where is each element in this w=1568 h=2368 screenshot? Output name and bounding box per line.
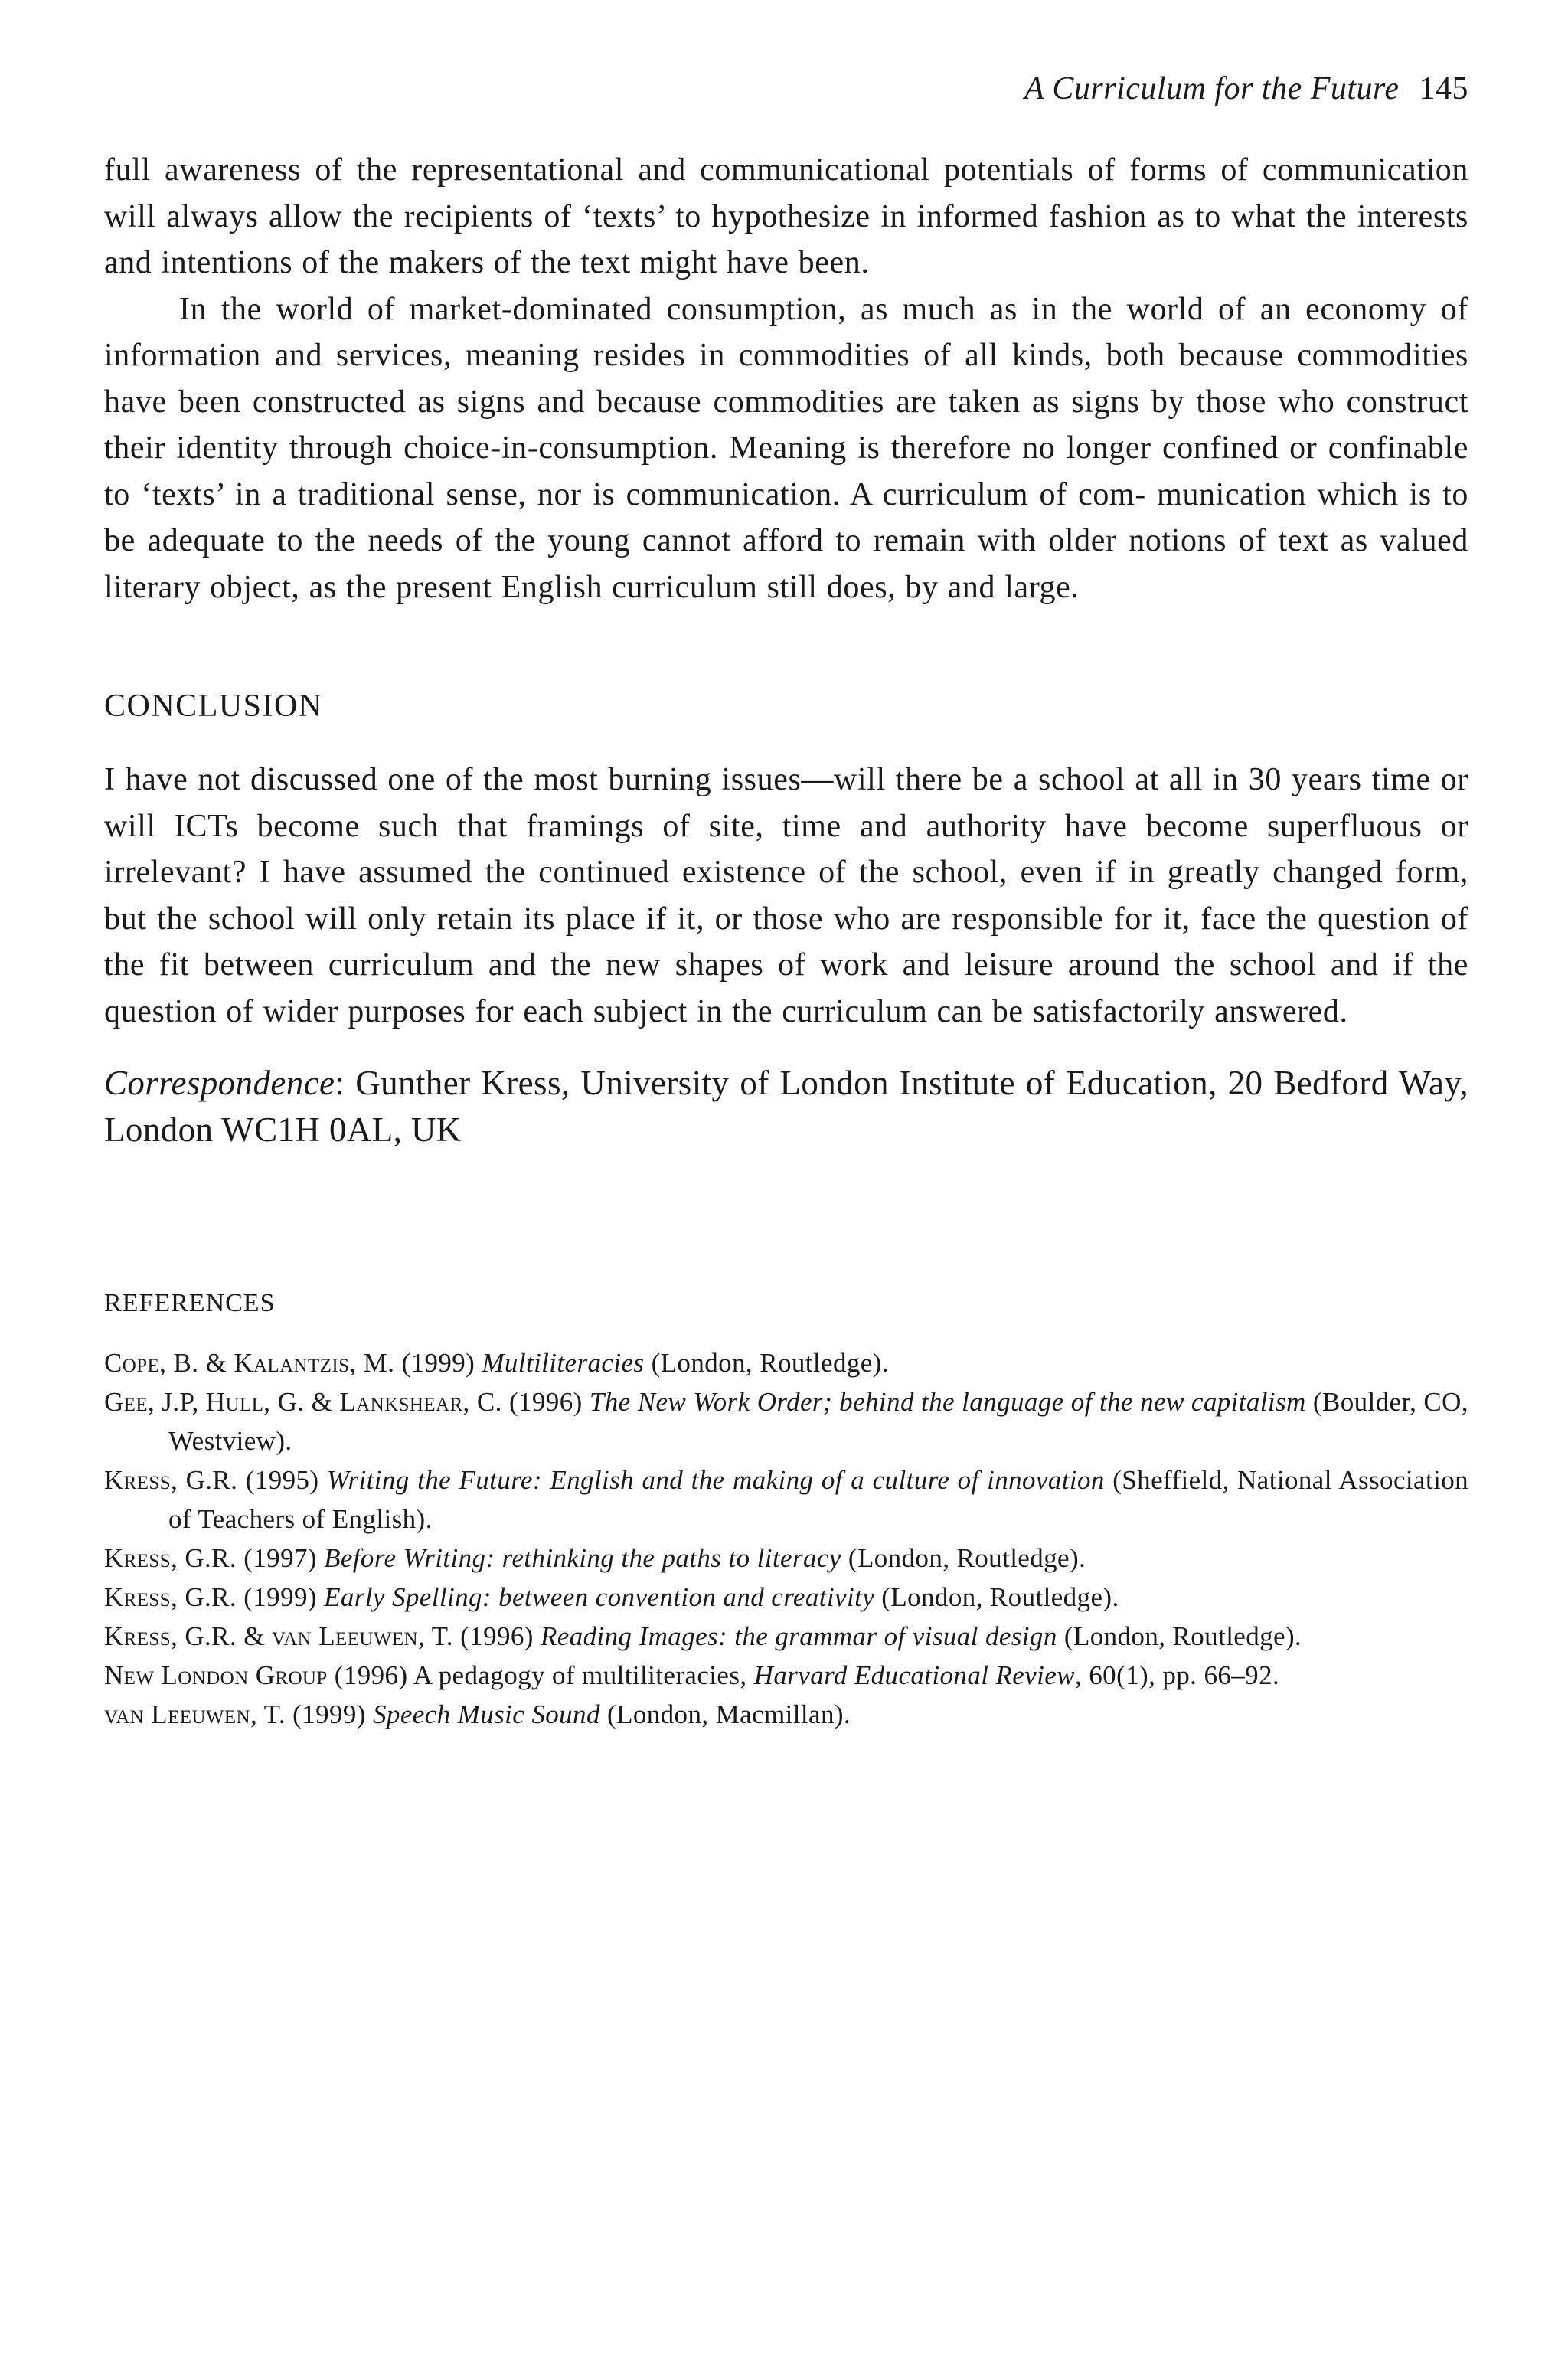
reference-item bbox=[104, 1460, 1468, 1539]
reference-item bbox=[104, 1539, 1468, 1578]
reference-title: Reading Images: the grammar of visual design bbox=[540, 1621, 1057, 1651]
reference-authors: van Leeuwen, T. bbox=[104, 1699, 286, 1729]
conclusion-body bbox=[104, 757, 1468, 1035]
conclusion-paragraph: I have not discussed one of the most burning issues—will there be a school at all in 30 years time or will ICTs become such that framings of site, time and authority have become superfluous or irrelevant? I have assumed the continued existence of the school, even if in greatly changed form, but the school will only retain its place if it, or those who are responsible for it, face the question of the fit between curriculum and the new shapes of work and leisure around the school and if the question of wider purposes for each subject in the curriculum can be satisfactorily answered. bbox=[104, 762, 1468, 1029]
reference-year: (1996) bbox=[452, 1621, 541, 1651]
reference-publisher: (London, Macmillan). bbox=[599, 1699, 851, 1729]
reference-title: Writing the Future: English and the making of a culture of innovation bbox=[326, 1465, 1105, 1495]
reference-year: (1996) bbox=[501, 1387, 590, 1417]
reference-publisher: , 60(1), pp. 66–92. bbox=[1074, 1660, 1280, 1690]
running-head bbox=[104, 70, 1468, 107]
reference-item bbox=[104, 1382, 1468, 1460]
body-paragraph: In the world of market-dominated consumption, as much as in the world of an economy of information and services, meaning resides in commodities of all kinds, both because commodities have been constructed as signs and because commodities are taken as signs by those who construct their identity through choice-in-consumption. Meaning is therefore no longer confined or confinable to ‘texts’ in a traditional sense, nor is communication. A curriculum of com- munication which is to be adequate to the needs of the young cannot afford to remain with older notions of text as valued literary object, as the present English curriculum still does, by and large. bbox=[104, 291, 1468, 605]
reference-title: Before Writing: rethinking the paths to literacy bbox=[324, 1543, 841, 1573]
reference-year: (1999) bbox=[394, 1348, 482, 1378]
reference-year: (1995) bbox=[237, 1465, 327, 1495]
reference-publisher: (Sheffield, National Association of Teachers of English). bbox=[168, 1465, 1468, 1534]
conclusion-heading: CONCLUSION bbox=[104, 688, 323, 724]
reference-year: (1999) bbox=[286, 1699, 374, 1729]
body-paragraph: full awareness of the representational and communicational potentials of forms of communication will always allow the recipients of ‘texts’ to hypothesize in informed fashion as to what the interests and intentions of the makers of the text might have been. bbox=[104, 152, 1468, 280]
running-head-title: A Curriculum for the Future bbox=[1024, 71, 1400, 106]
page-number: 145 bbox=[1419, 71, 1468, 106]
reference-item bbox=[104, 1578, 1468, 1617]
reference-authors: Kress, G.R. & van Leeuwen, T. bbox=[104, 1621, 453, 1651]
reference-title: Early Spelling: between convention and creativity bbox=[324, 1582, 875, 1612]
reference-item bbox=[104, 1617, 1468, 1656]
reference-title: Speech Music Sound bbox=[373, 1699, 600, 1729]
reference-title: Multiliteracies bbox=[482, 1348, 645, 1378]
reference-year: (1999) bbox=[237, 1582, 325, 1612]
reference-publisher: (Boulder, CO, Westview). bbox=[168, 1387, 1469, 1456]
reference-item bbox=[104, 1343, 1468, 1382]
correspondence bbox=[104, 1060, 1468, 1153]
reference-authors: Kress, G.R. bbox=[104, 1543, 237, 1573]
correspondence-label: Correspondence bbox=[104, 1064, 335, 1102]
reference-authors: New London Group bbox=[104, 1660, 328, 1690]
reference-publisher: (London, Routledge). bbox=[874, 1582, 1119, 1612]
reference-title: The New Work Order; behind the language of the new capitalism bbox=[589, 1387, 1306, 1417]
reference-item bbox=[104, 1656, 1468, 1695]
reference-authors: Kress, G.R. bbox=[104, 1582, 237, 1612]
reference-authors: Gee, J.P, Hull, G. & Lankshear, C. bbox=[104, 1387, 502, 1417]
reference-publisher: (London, Routledge). bbox=[644, 1348, 889, 1378]
correspondence-address: : Gunther Kress, University of London Institute of Education, 20 Bedford Way, London WC1H 0AL, UK bbox=[104, 1064, 1468, 1149]
references-list bbox=[104, 1343, 1468, 1734]
page bbox=[104, 70, 1468, 1734]
reference-year: (1996) A pedagogy of multiliteracies, bbox=[327, 1660, 754, 1690]
reference-publisher: (London, Routledge). bbox=[1057, 1621, 1302, 1651]
reference-authors: Kress, G.R. bbox=[104, 1465, 238, 1495]
reference-item bbox=[104, 1695, 1468, 1734]
references-heading: REFERENCES bbox=[104, 1289, 276, 1317]
body-text bbox=[104, 147, 1468, 610]
reference-year: (1997) bbox=[237, 1543, 325, 1573]
reference-authors: Cope, B. & Kalantzis, M. bbox=[104, 1348, 395, 1378]
reference-title: Harvard Educational Review bbox=[753, 1660, 1075, 1690]
reference-publisher: (London, Routledge). bbox=[841, 1543, 1086, 1573]
